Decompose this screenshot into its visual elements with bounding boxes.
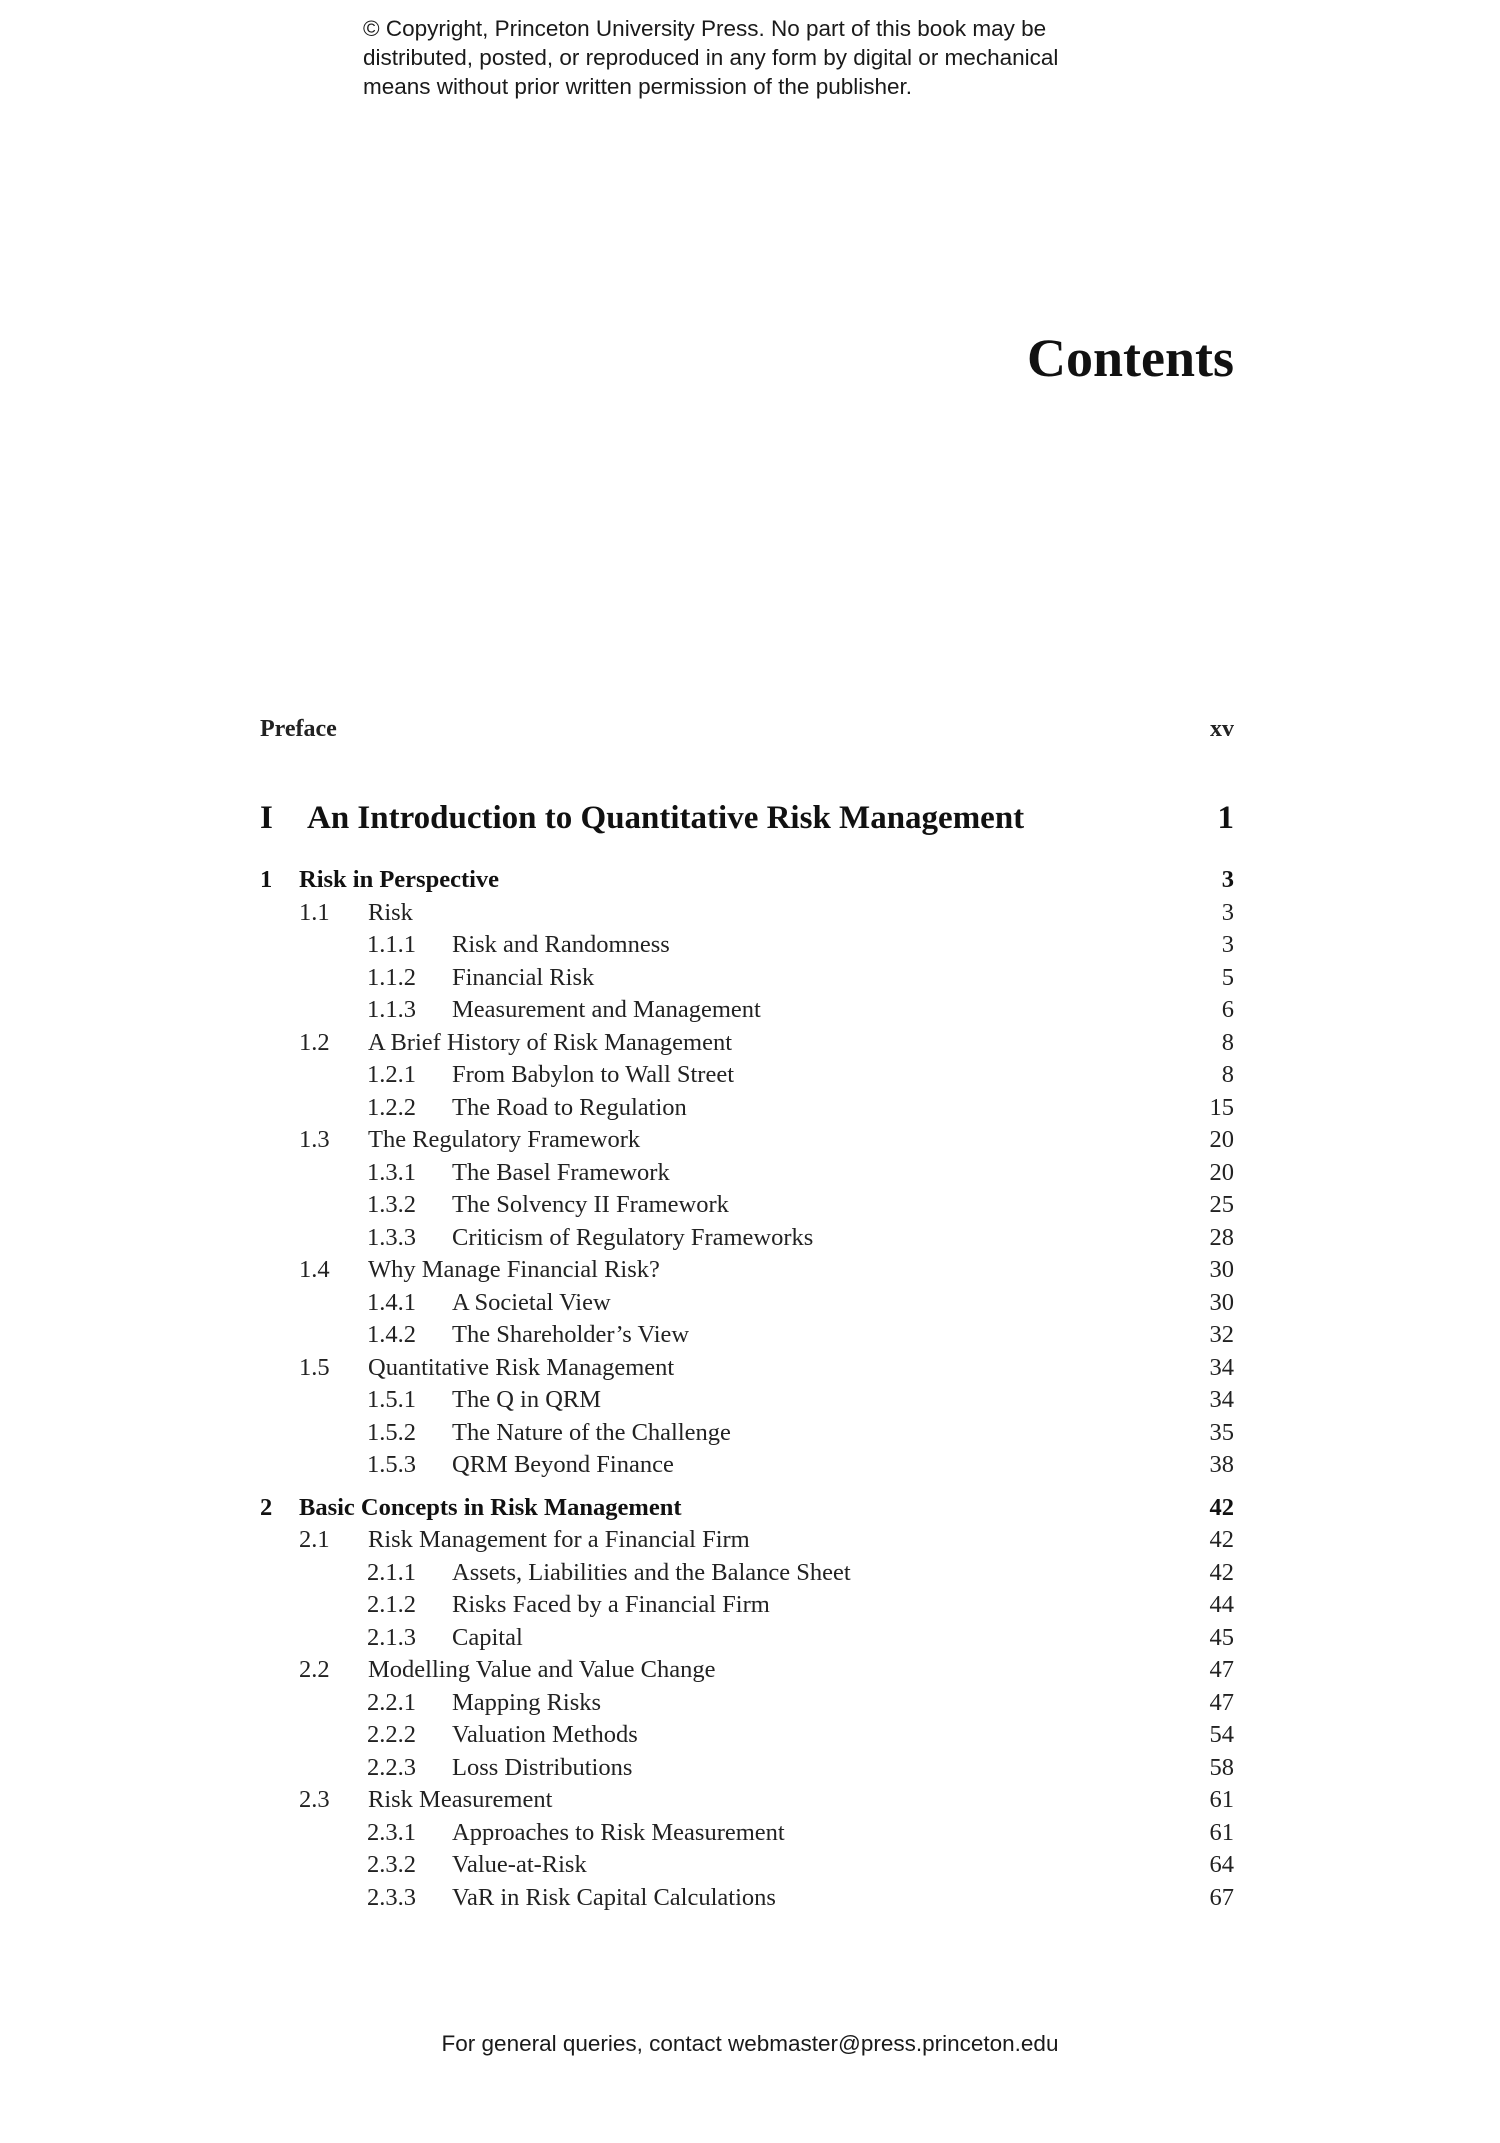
toc-entry-part[interactable] (0, 796, 1500, 840)
toc-entry-number: 2.1.2 (367, 1591, 416, 1618)
toc-entry-number: 2.3 (299, 1786, 330, 1813)
toc-entry-number: 2.1.1 (367, 1559, 416, 1586)
toc-entry-subsection[interactable] (0, 1222, 1500, 1254)
toc-entry-number: 1.3.3 (367, 1224, 416, 1251)
toc-entry-subsection[interactable] (0, 1817, 1500, 1849)
toc-entry-number: 1.5.3 (367, 1451, 416, 1478)
toc-entry-number: 1.1.1 (367, 931, 416, 958)
toc-entry-number: 2.2.2 (367, 1721, 416, 1748)
toc-entry-title: Risk Management for a Financial Firm (368, 1526, 750, 1553)
toc-entry-title: Risk and Randomness (452, 931, 670, 958)
toc-entry-subsection[interactable] (0, 929, 1500, 961)
copyright-line: distributed, posted, or reproduced in any form by digital or mechanical (363, 45, 1059, 70)
toc-entry-page: 3 (1221, 899, 1234, 926)
toc-entry-title: Value-at-Risk (452, 1851, 587, 1878)
toc-entry-page: 64 (1209, 1851, 1234, 1878)
toc-entry-number: 1.5 (299, 1354, 330, 1381)
toc-entry-subsection[interactable] (0, 1287, 1500, 1319)
copyright-line: means without prior written permission of the publisher. (363, 74, 913, 99)
toc-entry-title: Assets, Liabilities and the Balance Sheet (452, 1559, 851, 1586)
toc-entry-title: Modelling Value and Value Change (368, 1656, 716, 1683)
toc-entry-subsection[interactable] (0, 1719, 1500, 1751)
toc-entry-number: 2.3.2 (367, 1851, 416, 1878)
toc-entry-page: 58 (1209, 1754, 1234, 1781)
toc-entry-number: 1.4.2 (367, 1321, 416, 1348)
toc-entry-title: Basic Concepts in Risk Management (299, 1494, 682, 1521)
toc-entry-page: 42 (1209, 1526, 1234, 1553)
toc-entry-title: From Babylon to Wall Street (452, 1061, 735, 1088)
toc-entry-title: Financial Risk (452, 964, 595, 991)
toc-entry-number: 1.4 (299, 1256, 330, 1283)
toc-entry-page: 61 (1209, 1786, 1234, 1813)
toc-entry-number: 2.1.3 (367, 1624, 416, 1651)
toc-entry-page: 15 (1209, 1094, 1234, 1121)
toc-entry-page: 61 (1209, 1819, 1234, 1846)
toc-entry-page: 30 (1209, 1256, 1234, 1283)
toc-entry-subsection[interactable] (0, 1157, 1500, 1189)
toc-entry-number: 1.5.1 (367, 1386, 416, 1413)
toc-entry-subsection[interactable] (0, 1849, 1500, 1881)
toc-entry-page: 54 (1209, 1721, 1234, 1748)
toc-entry-title: Risks Faced by a Financial Firm (452, 1591, 770, 1618)
toc-entry-number: 1.3 (299, 1126, 330, 1153)
toc-entry-page: 6 (1221, 996, 1234, 1023)
toc-entry-page: 34 (1209, 1354, 1234, 1381)
toc-entry-section[interactable] (0, 1124, 1500, 1156)
toc-entry-section[interactable] (0, 1784, 1500, 1816)
toc-entry-title: Criticism of Regulatory Frameworks (452, 1224, 814, 1251)
toc-entry-number: 1.1.3 (367, 996, 416, 1023)
toc-entry-number: 1.2.1 (367, 1061, 416, 1088)
toc-entry-subsection[interactable] (0, 994, 1500, 1026)
toc-entry-number: 1.1.2 (367, 964, 416, 991)
toc-entry-number: 1.4.1 (367, 1289, 416, 1316)
toc-entry-section[interactable] (0, 1352, 1500, 1384)
toc-entry-number: 1.3.1 (367, 1159, 416, 1186)
toc-entry-page: 34 (1209, 1386, 1234, 1413)
toc-entry-subsection[interactable] (0, 1059, 1500, 1091)
toc-entry-title: The Q in QRM (452, 1386, 602, 1413)
toc-entry-title: Capital (452, 1624, 523, 1651)
toc-entry-page: 8 (1221, 1061, 1234, 1088)
toc-entry-number: 2.2.3 (367, 1754, 416, 1781)
page-title: Contents (1026, 328, 1234, 388)
toc-entry-page: 20 (1209, 1159, 1234, 1186)
toc-entry-title: The Solvency II Framework (452, 1191, 729, 1218)
toc-entry-subsection[interactable] (0, 962, 1500, 994)
toc-entry-section[interactable] (0, 897, 1500, 929)
toc-entry-preface[interactable] (0, 713, 1500, 745)
toc-entry-page: 47 (1209, 1656, 1234, 1683)
toc-entry-chapter[interactable] (0, 864, 1500, 896)
toc-entry-subsection[interactable] (0, 1189, 1500, 1221)
toc-entry-subsection[interactable] (0, 1589, 1500, 1621)
toc-entry-section[interactable] (0, 1254, 1500, 1286)
toc-entry-subsection[interactable] (0, 1622, 1500, 1654)
toc-entry-title: Risk in Perspective (299, 866, 500, 893)
toc-entry-number: 2.1 (299, 1526, 330, 1553)
toc-entry-title: The Regulatory Framework (368, 1126, 641, 1153)
toc-entry-subsection[interactable] (0, 1449, 1500, 1481)
toc-entry-title: The Nature of the Challenge (452, 1419, 731, 1446)
toc-entry-title: Loss Distributions (452, 1754, 633, 1781)
toc-entry-page: 3 (1221, 931, 1234, 958)
toc-entry-title: A Brief History of Risk Management (368, 1029, 733, 1056)
toc-entry-page: 45 (1209, 1624, 1234, 1651)
toc-entry-page: 3 (1221, 866, 1234, 893)
toc-entry-page: 5 (1221, 964, 1234, 991)
toc-entry-page: 20 (1209, 1126, 1234, 1153)
toc-entry-title: Risk (368, 899, 413, 926)
toc-entry-page: 8 (1221, 1029, 1234, 1056)
toc-entry-page: xv (1210, 716, 1234, 742)
toc-entry-page: 42 (1209, 1559, 1234, 1586)
toc-entry-chapter[interactable] (0, 1492, 1500, 1524)
toc-entry-page: 25 (1209, 1191, 1234, 1218)
toc-entry-subsection[interactable] (0, 1417, 1500, 1449)
toc-entry-number: 1.1 (299, 899, 330, 926)
toc-entry-number: 1.2.2 (367, 1094, 416, 1121)
toc-entry-subsection[interactable] (0, 1882, 1500, 1914)
toc-entry-title: A Societal View (452, 1289, 611, 1316)
toc-entry-page: 1 (1217, 800, 1234, 836)
toc-entry-title: The Basel Framework (452, 1159, 670, 1186)
toc-entry-title: Approaches to Risk Measurement (452, 1819, 785, 1846)
toc-entry-title: Quantitative Risk Management (368, 1354, 675, 1381)
toc-entry-subsection[interactable] (0, 1384, 1500, 1416)
toc-entry-number: 2.3.3 (367, 1884, 416, 1911)
toc-entry-subsection[interactable] (0, 1752, 1500, 1784)
toc-entry-number: 1.2 (299, 1029, 330, 1056)
toc-entry-page: 44 (1209, 1591, 1234, 1618)
toc-entry-number: 1.5.2 (367, 1419, 416, 1446)
toc-entry-subsection[interactable] (0, 1557, 1500, 1589)
toc-entry-title: Measurement and Management (452, 996, 761, 1023)
toc-entry-page: 38 (1209, 1451, 1234, 1478)
toc-entry-number: 2.2.1 (367, 1689, 416, 1716)
toc-entry-number: 1 (260, 866, 273, 893)
toc-entry-number: 2.2 (299, 1656, 330, 1683)
toc-entry-page: 42 (1209, 1494, 1234, 1521)
footer-contact: For general queries, contact webmaster@press.princeton.edu (441, 2031, 1059, 2056)
copyright-notice (363, 14, 1123, 101)
copyright-line: © Copyright, Princeton University Press. No part of this book may be (363, 16, 1047, 41)
toc-entry-title: Why Manage Financial Risk? (368, 1256, 660, 1283)
toc-entry-title: VaR in Risk Capital Calculations (452, 1884, 776, 1911)
toc-entry-section[interactable] (0, 1524, 1500, 1556)
toc-entry-page: 35 (1209, 1419, 1234, 1446)
toc-entry-page: 28 (1209, 1224, 1234, 1251)
toc-entry-page: 67 (1209, 1884, 1234, 1911)
toc-entry-section[interactable] (0, 1654, 1500, 1686)
toc-entry-number: 2.3.1 (367, 1819, 416, 1846)
toc-entry-subsection[interactable] (0, 1319, 1500, 1351)
toc-entry-section[interactable] (0, 1027, 1500, 1059)
toc-entry-title: QRM Beyond Finance (452, 1451, 674, 1478)
toc-entry-number: 1.3.2 (367, 1191, 416, 1218)
toc-entry-title: Risk Measurement (368, 1786, 553, 1813)
toc-entry-title: An Introduction to Quantitative Risk Management (307, 800, 1025, 836)
toc-entry-title: Mapping Risks (452, 1689, 602, 1716)
toc-entry-page: 47 (1209, 1689, 1234, 1716)
toc-entry-title: Preface (260, 716, 337, 742)
toc-entry-page: 32 (1209, 1321, 1234, 1348)
toc-entry-title: The Road to Regulation (452, 1094, 687, 1121)
toc-entry-subsection[interactable] (0, 1687, 1500, 1719)
toc-part-number: I (260, 800, 273, 836)
toc-entry-subsection[interactable] (0, 1092, 1500, 1124)
toc-entry-title: Valuation Methods (452, 1721, 638, 1748)
toc-entry-number: 2 (260, 1494, 273, 1521)
toc-entry-page: 30 (1209, 1289, 1234, 1316)
toc-entry-title: The Shareholder’s View (452, 1321, 690, 1348)
